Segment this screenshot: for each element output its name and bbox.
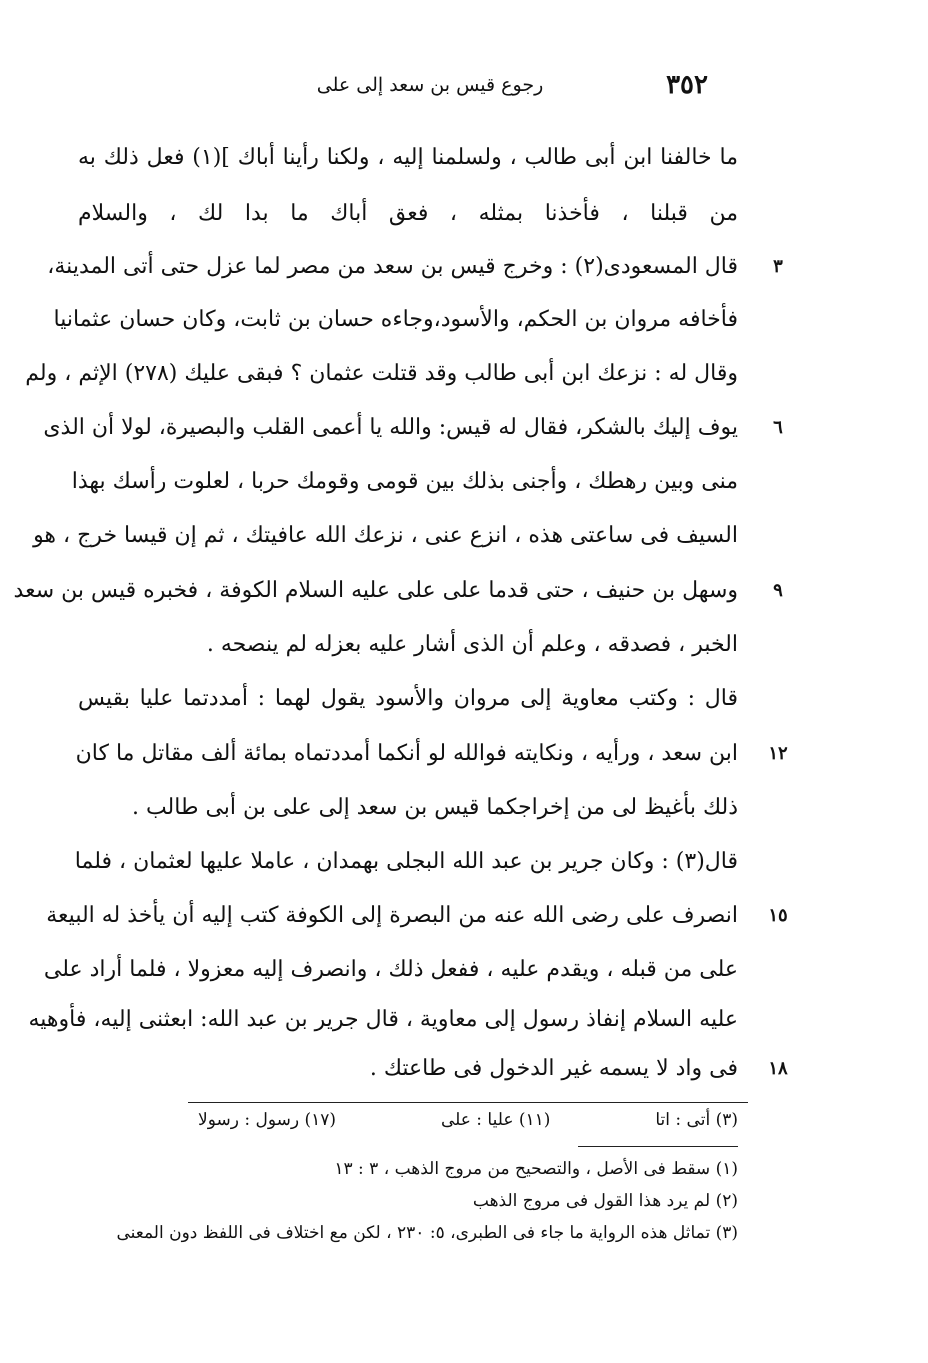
body-line: السيف فى ساعتى هذه ، انزع عنى ، نزعك الله عافيتك ، ثم إن قيسا خرج ، هو	[33, 523, 738, 548]
body-line: فى واد لا يسمه غير الدخول فى طاعتك .	[369, 1056, 738, 1081]
body-line: من قبلنا ، فأخذنا بمثله ، فعق أباك ما بدا لك ، والسلام	[78, 201, 738, 226]
body-line: عليه السلام إنفاذ رسول إلى معاوية ، قال جرير بن عبد الله: ابعثنى إليه، فأوهيه	[28, 1007, 738, 1032]
variant-glosses	[198, 1110, 738, 1130]
body-line: قال : وكتب معاوية إلى مروان والأسود يقول لهما : أمددتما عليا بقيس	[78, 686, 738, 711]
body-line: ذلك بأغيظ لى من إخراجكما قيس بن سعد إلى على بن أبى طالب .	[131, 795, 738, 820]
line-number: ٣	[773, 256, 783, 277]
body-line: ابن سعد ، ورأيه ، ونكايته فوالله لو أنكما أمددتماه بمائة ألف مقاتل ما كان	[75, 741, 738, 766]
gloss-item: (١٧) رسول : رسولا	[198, 1110, 336, 1130]
gloss-item: (٣) أتى : اتا	[655, 1110, 738, 1130]
page-number: ٣٥٢	[666, 70, 708, 100]
gloss-item: (١١) عليا : على	[440, 1110, 551, 1130]
footnote: (١) سقط فى الأصل ، والتصحيح من مروج الذهب ، ٣ : ١٣	[334, 1159, 738, 1179]
body-line: فأخافه مروان بن الحكم، والأسود،وجاءه حسان بن ثابت، وكان حسان عثمانيا	[53, 307, 738, 332]
body-line: ما خالفنا ابن أبى طالب ، ولسلمنا إليه ، ولكنا رأينا أباك ](١) فعل ذلك به	[78, 145, 738, 170]
line-number: ٩	[773, 580, 783, 601]
line-number: ٦	[773, 417, 783, 438]
apparatus-rule	[188, 1102, 748, 1103]
line-number: ١٨	[768, 1058, 788, 1079]
body-line: يوف إليك بالشكر، فقال له قيس: والله يا أعمى القلب والبصيرة، لولا أن الذى	[43, 415, 738, 440]
body-line: قال(٣) : وكان جرير بن عبد الله البجلى بهمدان ، عاملا عليها لعثمان ، فلما	[74, 849, 738, 874]
line-number: ١٢	[768, 743, 788, 764]
body-line: وسهل بن حنيف ، حتى قدما على على عليه السلام الكوفة ، فخبره قيس بن سعد	[13, 578, 738, 603]
running-title: رجوع قيس بن سعد إلى على	[316, 74, 544, 96]
body-line: على من قبله ، ويقدم عليه ، ففعل ذلك ، وانصرف إليه معزولا ، فلما أراد على	[43, 957, 738, 982]
footnote-rule	[578, 1146, 738, 1147]
body-line: الخبر ، فصدقه ، وعلم أن الذى أشار عليه بعزله لم ينصحه .	[206, 632, 738, 657]
footnote: (٢) لم يرد هذا القول فى مروج الذهب	[472, 1191, 738, 1211]
body-line: وقال له : نزعك ابن أبى طالب وقد قتلت عثمان ؟ فبقى عليك (٢٧٨) الإثم ، ولم	[25, 361, 738, 386]
footnote: (٣) تماثل هذه الرواية ما جاء فى الطبرى، ٥: ٢٣٠ ، لكن مع اختلاف فى اللفظ دون المعنى	[116, 1223, 738, 1243]
body-line: منى وبين رهطك ، وأجنى بذلك بين قومى وقومك حربا ، لعلوت رأسك بهذا	[71, 469, 738, 494]
body-line: قال المسعودى(٢) : وخرج قيس بن سعد من مصر لما عزل حتى أتى المدينة،	[47, 254, 738, 279]
body-line: انصرف على رضى الله عنه من البصرة إلى الكوفة كتب إليه أن يأخذ له البيعة	[46, 903, 738, 928]
line-number: ١٥	[768, 905, 788, 926]
